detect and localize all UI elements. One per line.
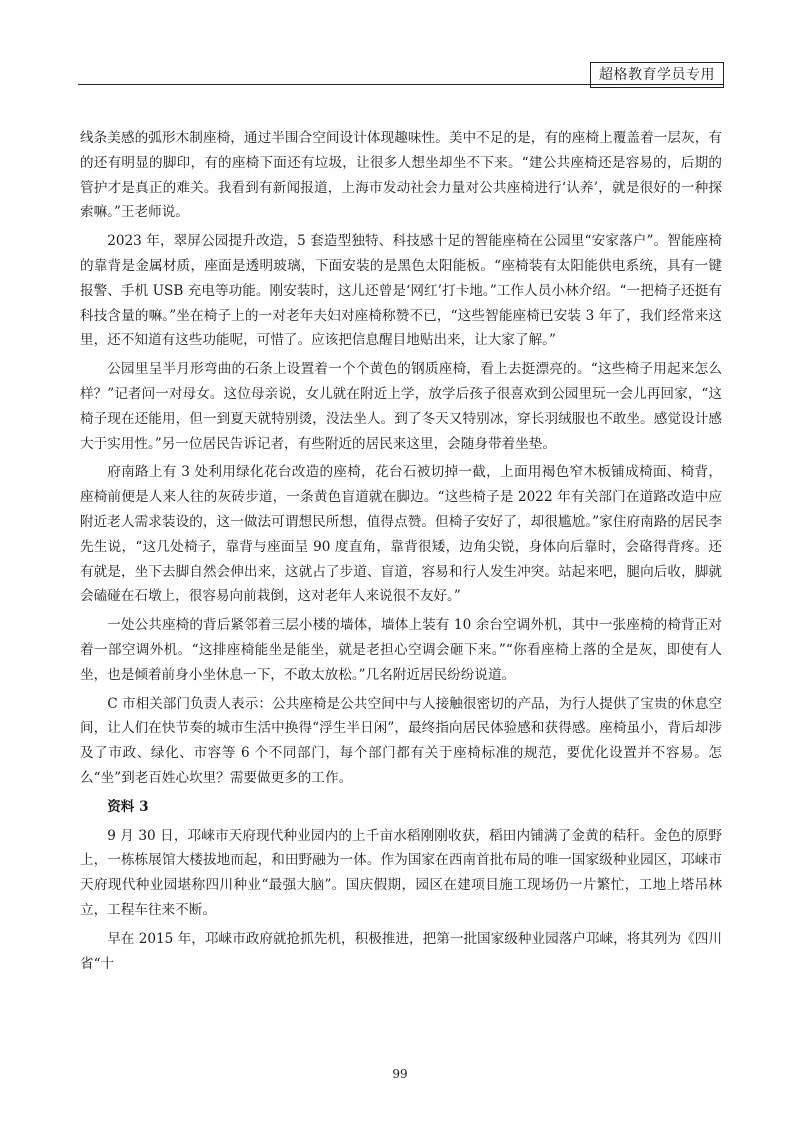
paragraph-smart-bench: 2023 年，翠屏公园提升改造，5 套造型独特、科技感十足的智能座椅在公园里“安家落户”。智能座椅的靠背是金属材质，座面是透明玻璃，下面安装的是黑色太阳能板。“座椅装有太阳能供电系统，具有一键报警、手机 USB 充电等功能。刚安装时，这儿还曾是‘网红’打卡地。”工作人员小林介绍。“一把椅子还挺有科技含量的嘛。”坐在椅子上的一对老年夫妇对座椅称赞不已，“这些智能座椅已安装 3 年了，我们经常来这里，还不知道有这些功能呢，可惜了。应该把信息醒目地贴出来，让大家了解。” [80,233,722,349]
section-heading: 资料 3 [107,798,149,815]
document-body [80,126,722,980]
page-number: 99 [392,1067,408,1081]
paragraph-continued: 线条美感的弧形木制座椅，通过半围合空间设计体现趣味性。美中不足的是，有的座椅上覆盖着一层灰，有的还有明显的脚印，有的座椅下面还有垃圾，让很多人想坐却坐不下来。“建公共座椅还是容易的，后期的管护才是真正的难关。我看到有新闻报道，上海市发动社会力量对公共座椅进行‘认养’，就是很好的一种探索嘛。”王老师说。 [80,130,722,221]
paragraph-2015: 早在 2015 年，邛崃市政府就抢抓先机，积极推进，把第一批国家级种业园落户邛崃，将其列为《四川省“十 [80,930,722,972]
paragraph-funan-road: 府南路上有 3 处利用绿化花台改造的座椅，花台石被切掉一截，上面用褐色窄木板铺成椅面、椅背，座椅前便是人来人往的灰砖步道，一条黄色盲道就在脚边。“这些椅子是 2022 年有关部门在道路改造中应附近老人需求装设的，这一做法可谓想民所想，值得点赞。但椅子安好了，却很尴尬。”家住府南路的居民李先生说，“这几处椅子，靠背与座面呈 90 度直角，靠背很矮，边角尖锐，身体向后靠时，会硌得背疼。还有就是，坐下去脚自然会伸出来，这就占了步道、盲道，容易和行人发生冲突。站起来吧，腿向后收，脚就会磕碰在石墩上，很容易向前栽倒，这对老年人来说很不友好。” [80,464,722,605]
paragraph-aircon: 一处公共座椅的背后紧邻着三层小楼的墙体，墙体上装有 10 余台空调外机，其中一张座椅的椅背正对着一部空调外机。“这排座椅能坐是能坐，就是老担心空调会砸下来。”“你看座椅上落的全是灰，即使有人坐，也是倾着前身小坐休息一下，不敢太放松。”几名附近居民纷纷说道。 [80,617,722,683]
header-rule [78,84,724,85]
header-tag: 超格教育学员专用 [590,62,724,88]
paragraph-steel-bench: 公园里呈半月形弯曲的石条上设置着一个个黄色的钢质座椅，看上去挺漂亮的。“这些椅子用起来怎么样？”记者问一对母女。这位母亲说，女儿就在附近上学，放学后孩子很喜欢到公园里玩一会儿再回家，“这椅子现在还能用，但一到夏天就特别烫，没法坐人。到了冬天又特别冰，穿长羽绒服也不敢坐。感觉设计感大于实用性。”另一位居民告诉记者，有些附近的居民来这里，会随身带着坐垫。 [80,361,722,452]
paragraph-official: C 市相关部门负责人表示：公共座椅是公共空间中与人接触很密切的产品，为行人提供了宝贵的休息空间，让人们在快节奏的城市生活中换得“浮生半日闲”，最终指向居民体验感和获得感。座椅虽小，背后却涉及了市政、绿化、市容等 6 个不同部门，每个部门都有关于座椅标准的规范，要优化设置并不容易。怎么“坐”到老百姓心坎里？需要做更多的工作。 [80,695,722,786]
paragraph-seed-park: 9 月 30 日，邛崃市天府现代种业园内的上千亩水稻刚刚收获，稻田内铺满了金黄的秸秆。金色的原野上，一栋栋展馆大楼拔地而起，和田野融为一体。作为国家在西南首批布局的唯一国家级种业园区，邛崃市天府现代种业园堪称四川种业“最强大脑”。国庆假期，园区在建项目施工现场仍一片繁忙，工地上塔吊林立，工程车往来不断。 [80,827,722,918]
